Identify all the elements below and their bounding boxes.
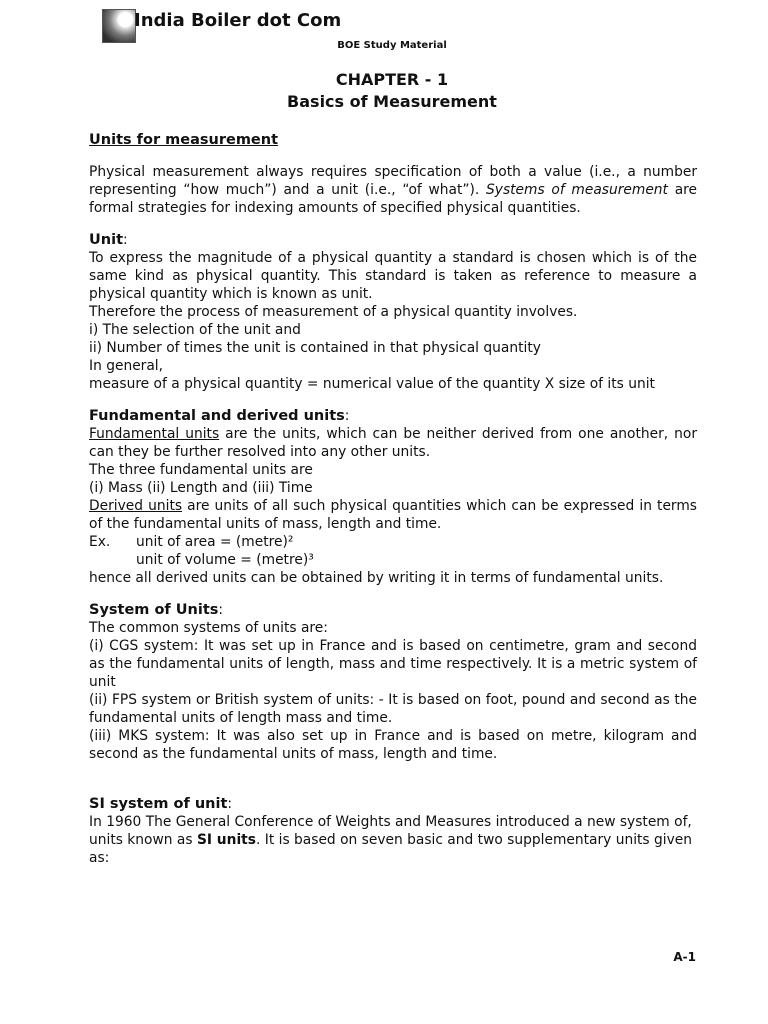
fundamental-units-paragraph [89,425,697,461]
derived-units-paragraph [89,497,697,533]
system-intro: The common systems of units are: [89,620,328,636]
chapter-heading [0,69,768,113]
units-text-a: Physical measurement always requires specification of both a value (i.e., a number representing “how much”) and a unit (i.e., “of what”). [89,164,697,198]
fundamental-list: (i) Mass (ii) Length and (iii) Time [89,480,313,496]
units-text-b: are formal strategies for indexing amounts of specified physical quantities. [89,182,697,216]
chapter-title: Basics of Measurement [287,92,497,111]
globe-logo-icon [102,9,136,43]
unit-process: Therefore the process of measurement of a physical quantity involves. [89,304,578,320]
fundamental-units-text: are the units, which can be neither derived from one another, nor can they be further resolved into any other units. [89,426,698,460]
subtitle: BOE Study Material [337,40,447,51]
si-heading-line [89,795,697,813]
si-text-a: In 1960 The General Conference of Weights and Measures introduced a new system of, units known as [89,814,692,848]
example-1 [89,533,697,551]
fundamental-colon: : [344,408,350,424]
unit-paragraph: To express the magnitude of a physical quantity a standard is chosen which is of the same kind as physical quantity. This standard is taken as reference to measure a physical quantity which is known as unit. [89,250,697,302]
unit-list-2: ii) Number of times the unit is contained in that physical quantity [89,340,541,356]
page-number: A-1 [673,950,696,964]
fundamental-units-term: Fundamental units [89,426,220,442]
site-title: India Boiler dot Com [134,10,342,31]
si-paragraph [89,813,697,867]
example-2: unit of volume = (metre)³ [136,552,314,568]
unit-formula: measure of a physical quantity = numerical value of the quantity X size of its unit [89,376,655,392]
system-colon: : [218,602,224,618]
si-heading: SI system of unit [89,796,228,812]
example-1-text: unit of area = (metre)² [136,534,294,550]
unit-colon: : [123,232,128,248]
system-heading-line [89,601,697,619]
document-body [89,131,697,867]
si-units-term: SI units [196,832,256,848]
chapter-label: CHAPTER - 1 [335,70,449,89]
three-fundamental: The three fundamental units are [89,462,313,478]
derived-hence: hence all derived units can be obtained by writing it in terms of fundamental units. [89,570,664,586]
unit-general: In general, [89,358,164,374]
si-colon: : [227,796,233,812]
derived-units-term: Derived units [89,498,183,514]
derived-units-text: are units of all such physical quantities which can be expressed in terms of the fundamental units of mass, length and time. [89,498,697,532]
units-heading: Units for measurement [89,132,279,148]
system-fps: (ii) FPS system or British system of units: - It is based on foot, pound and second as the fundamental units of length mass and time. [89,692,697,726]
system-mks: (iii) MKS system: It was also set up in France and is based on metre, kilogram and second as the fundamental units of mass, length and time. [89,728,697,762]
example-label: Ex. [89,534,111,550]
system-cgs: (i) CGS system: It was set up in France and is based on centimetre, gram and second as the fundamental units of length, mass and time respectively. It is a metric system of unit [89,638,697,690]
unit-heading: Unit [89,232,123,248]
si-text-b: . It is based on seven basic and two supplementary units given as: [89,832,692,866]
unit-heading-line [89,231,697,249]
units-paragraph [89,163,697,217]
fundamental-heading: Fundamental and derived units [89,408,345,424]
system-heading: System of Units [89,602,219,618]
fundamental-heading-line [89,407,697,425]
unit-list-1: i) The selection of the unit and [89,322,301,338]
units-text-em: Systems of measurement [486,182,668,198]
